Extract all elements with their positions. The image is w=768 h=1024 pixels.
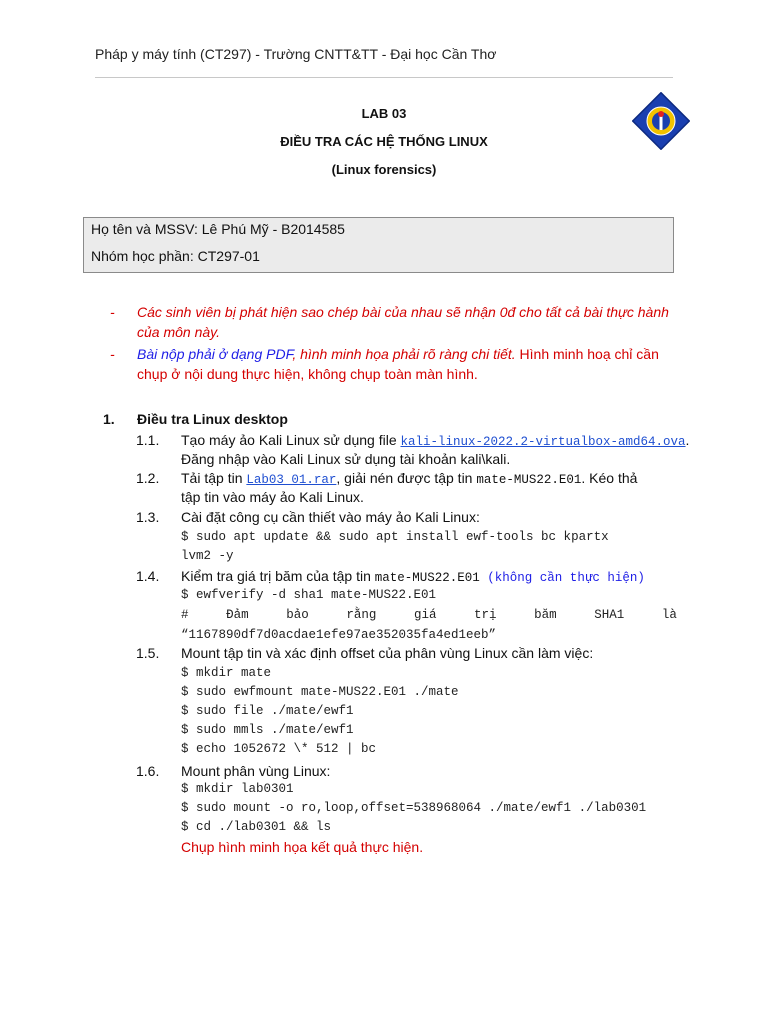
university-logo-icon — [632, 92, 690, 150]
comment-word: # — [181, 608, 189, 622]
comment-word: bảo — [286, 608, 309, 622]
code-line: $ sudo mmls ./mate/ewf1 — [181, 723, 354, 737]
optional-note: (không cần thực hiện) — [479, 571, 645, 585]
comment-word: là — [661, 608, 677, 622]
step-1-4 — [0, 568, 768, 648]
note-screenshot: Hình minh hoạ chỉ cần — [515, 346, 659, 362]
lab-title: ĐIỀU TRA CÁC HỆ THỐNG LINUX — [280, 134, 488, 149]
step-text: Kiểm tra giá trị băm của tập tin — [181, 568, 375, 584]
code-line: $ sudo mount -o ro,loop,offset=538968064 ./mate/ewf1 ./lab0301 — [181, 801, 647, 815]
comment-word: Đảm — [226, 608, 249, 622]
section-title: Điều tra Linux desktop — [137, 411, 288, 427]
code-line: $ echo 1052672 \* 512 | bc — [181, 742, 377, 756]
note-text: của môn này. — [137, 324, 221, 340]
student-info-box — [83, 217, 674, 273]
note-screenshot-cont: chụp ở nội dung thực hiện, không chụp toàn màn hình. — [137, 366, 478, 382]
section-number: 1. — [103, 411, 115, 427]
comment-word: rằng — [346, 608, 377, 622]
file-name: mate-MUS22.E01 — [476, 473, 582, 487]
step-text: Tạo máy ảo Kali Linux sử dụng file — [181, 432, 401, 448]
step-1-6 — [0, 763, 768, 859]
student-name: Họ tên và MSSV: Lê Phú Mỹ - B2014585 — [91, 221, 345, 237]
step-text: Tải tập tin — [181, 470, 247, 486]
note-bullet: - — [110, 304, 115, 320]
step-text: tập tin vào máy ảo Kali Linux. — [181, 489, 364, 505]
step-number: 1.2. — [136, 470, 160, 486]
hash-comment — [181, 608, 677, 622]
page-header: Pháp y máy tính (CT297) - Trường CNTT&TT - Đại học Cần Thơ — [95, 46, 497, 62]
step-text: Mount phân vùng Linux: — [181, 763, 331, 779]
comment-word: trị — [474, 608, 497, 622]
step-text: Mount tập tin và xác định offset của phân vùng Linux cần làm việc: — [181, 645, 594, 661]
note-pdf: Bài nộp phải ở dạng PDF — [137, 346, 293, 362]
note-plagiarism — [0, 302, 768, 344]
comment-word: SHA1 — [594, 608, 625, 622]
comment-word: băm — [534, 608, 557, 622]
step-text: Đăng nhập vào Kali Linux sử dụng tài khoản kali\kali. — [181, 451, 511, 467]
step-1-2 — [0, 470, 768, 510]
note-comma: , — [292, 346, 297, 362]
course-group: Nhóm học phần: CT297-01 — [91, 248, 260, 264]
lab-subtitle: (Linux forensics) — [331, 162, 437, 177]
code-line: $ mkdir mate — [181, 666, 272, 680]
screenshot-instruction: Chụp hình minh họa kết quả thực hiện. — [181, 839, 424, 855]
step-number: 1.1. — [136, 432, 160, 448]
lab-number: LAB 03 — [361, 106, 407, 121]
step-text: . — [685, 432, 690, 448]
code-line: $ sudo ewfmount mate-MUS22.E01 ./mate — [181, 685, 459, 699]
step-number: 1.5. — [136, 645, 160, 661]
step-text: Cài đặt công cụ cần thiết vào máy ảo Kali Linux: — [181, 509, 480, 525]
step-number: 1.3. — [136, 509, 160, 525]
step-1-3 — [0, 509, 768, 567]
code-line: $ cd ./lab0301 && ls — [181, 820, 332, 834]
header-divider — [95, 77, 673, 78]
code-line: $ ewfverify -d sha1 mate-MUS22.E01 — [181, 588, 437, 602]
step-1-5 — [0, 645, 768, 761]
note-bullet: - — [110, 346, 115, 362]
note-clear-image: hình minh họa phải rõ ràng chi tiết. — [296, 346, 516, 362]
step-text: , giải nén được tập tin — [336, 470, 477, 486]
code-line: $ sudo file ./mate/ewf1 — [181, 704, 354, 718]
step-text: . Kéo thả — [581, 470, 638, 486]
code-line: lvm2 -y — [181, 549, 234, 563]
lab03-rar-link[interactable]: Lab03_01.rar — [246, 473, 337, 487]
note-submission — [0, 344, 768, 386]
code-line: $ sudo apt update && sudo apt install ewf-tools bc kpartx — [181, 530, 609, 544]
sha1-hash: “1167890df7d0acdae1efe97ae352035fa4ed1eeb” — [181, 628, 497, 642]
step-1-1 — [0, 432, 768, 472]
code-line: $ mkdir lab0301 — [181, 782, 294, 796]
comment-word: giá — [413, 608, 437, 622]
step-number: 1.4. — [136, 568, 160, 584]
file-name: mate-MUS22.E01 — [374, 571, 480, 585]
note-text: Các sinh viên bị phát hiện sao chép bài của nhau sẽ nhận 0đ cho tất cả bài thực hành — [137, 304, 669, 320]
kali-ova-link[interactable]: kali-linux-2022.2-virtualbox-amd64.ova — [400, 435, 686, 449]
step-number: 1.6. — [136, 763, 160, 779]
